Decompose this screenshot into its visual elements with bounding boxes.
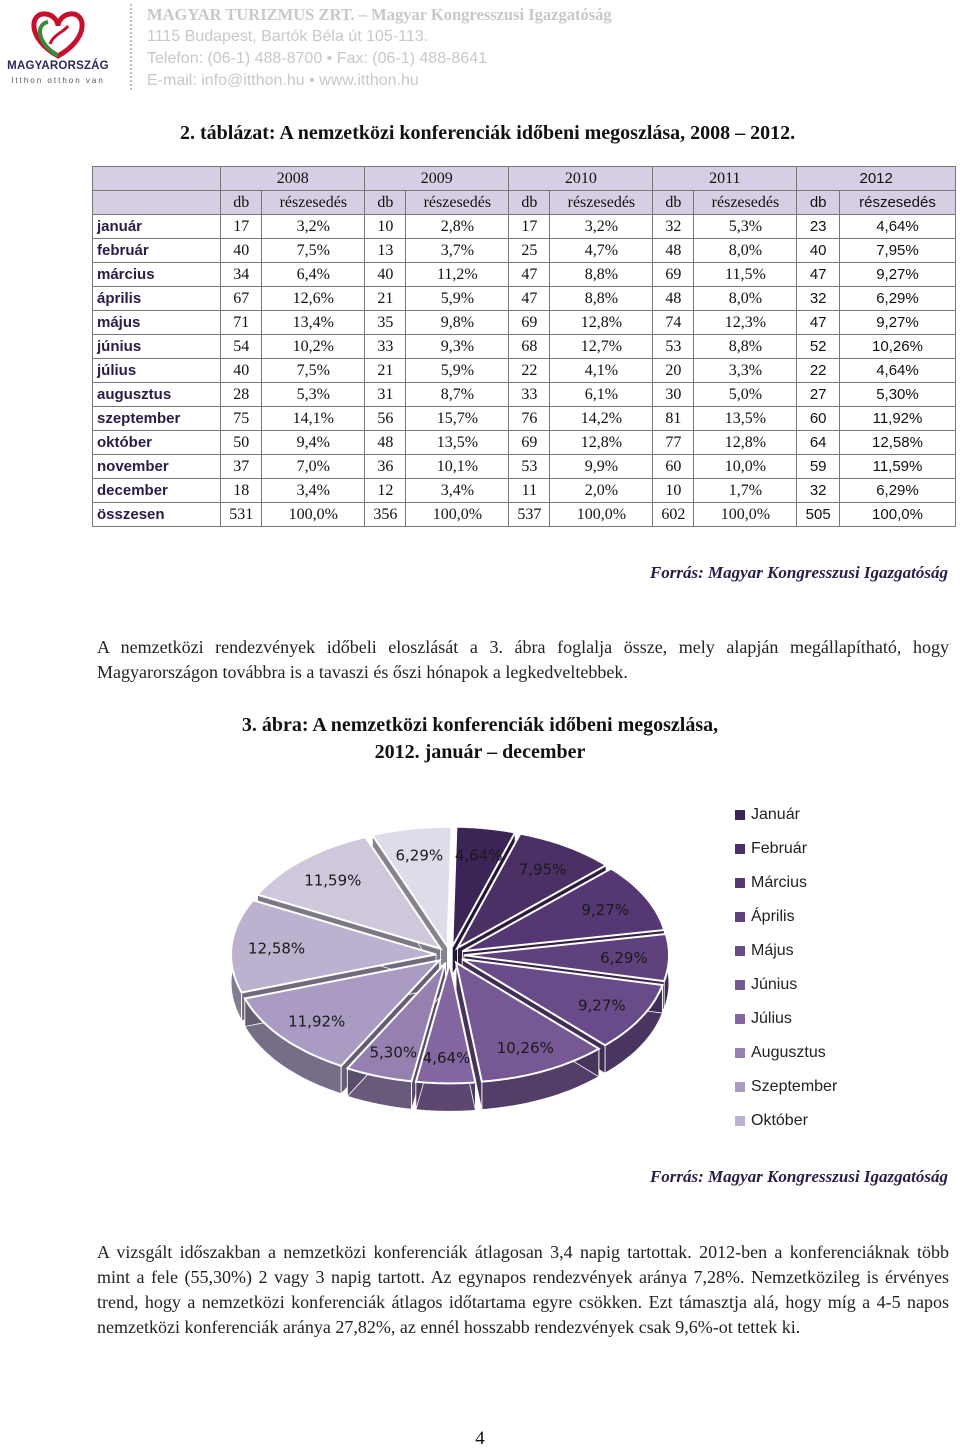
cell-count: 50 — [221, 431, 262, 455]
cell-count: 28 — [221, 383, 262, 407]
col-db: db — [653, 191, 694, 215]
pie-data-label: 12,58% — [247, 939, 306, 958]
cell-share: 10,1% — [406, 455, 509, 479]
cell-share: 10,26% — [839, 335, 955, 359]
cell-count: 69 — [653, 263, 694, 287]
legend-swatch — [735, 980, 745, 990]
cell-share: 100,0% — [550, 503, 653, 527]
legend-swatch — [735, 1082, 745, 1092]
cell-count: 37 — [221, 455, 262, 479]
cell-count: 47 — [797, 263, 840, 287]
pie-data-label: 7,95% — [518, 860, 567, 879]
page-header — [0, 0, 960, 100]
cell-count: 47 — [509, 263, 550, 287]
row-month: október — [93, 431, 221, 455]
cell-share: 4,1% — [550, 359, 653, 383]
header-phone: Telefon: (06-1) 488-8700 • Fax: (06-1) 488-8641 — [147, 50, 488, 67]
cell-share: 7,5% — [262, 359, 365, 383]
col-db: db — [509, 191, 550, 215]
cell-count: 47 — [509, 287, 550, 311]
year-2009: 2009 — [365, 167, 509, 191]
row-month: január — [93, 215, 221, 239]
legend-item — [735, 832, 837, 866]
cell-count: 32 — [797, 287, 840, 311]
legend-item — [735, 934, 837, 968]
cell-share: 9,27% — [839, 311, 955, 335]
col-share: részesedés — [550, 191, 653, 215]
cell-share: 2,0% — [550, 479, 653, 503]
cell-count: 32 — [653, 215, 694, 239]
year-2011: 2011 — [653, 167, 797, 191]
cell-count: 21 — [365, 359, 406, 383]
page-number: 4 — [475, 1428, 485, 1449]
cell-share: 12,3% — [694, 311, 797, 335]
cell-count: 22 — [509, 359, 550, 383]
cell-share: 12,58% — [839, 431, 955, 455]
cell-count: 34 — [221, 263, 262, 287]
legend-swatch — [735, 912, 745, 922]
cell-count: 53 — [509, 455, 550, 479]
row-month: június — [93, 335, 221, 359]
row-month: szeptember — [93, 407, 221, 431]
cell-count: 76 — [509, 407, 550, 431]
legend-item — [735, 866, 837, 900]
cell-count: 64 — [797, 431, 840, 455]
legend-swatch — [735, 810, 745, 820]
cell-share: 11,59% — [839, 455, 955, 479]
cell-count: 33 — [365, 335, 406, 359]
cell-share: 5,3% — [262, 383, 365, 407]
cell-count: 40 — [365, 263, 406, 287]
cell-share: 14,2% — [550, 407, 653, 431]
cell-count: 40 — [797, 239, 840, 263]
row-month: február — [93, 239, 221, 263]
cell-share: 4,7% — [550, 239, 653, 263]
cell-count: 75 — [221, 407, 262, 431]
logo-wordmark: MAGYARORSZÁG — [7, 60, 109, 72]
cell-share: 100,0% — [406, 503, 509, 527]
header-divider — [130, 4, 132, 90]
pie-slice-wall — [416, 1082, 476, 1112]
cell-count: 40 — [221, 239, 262, 263]
cell-share: 7,0% — [262, 455, 365, 479]
col-share: részesedés — [839, 191, 955, 215]
cell-share: 11,5% — [694, 263, 797, 287]
cell-count: 22 — [797, 359, 840, 383]
pie-data-label: 4,64% — [454, 846, 503, 865]
chart-legend — [735, 798, 837, 1138]
row-month: november — [93, 455, 221, 479]
cell-share: 12,7% — [550, 335, 653, 359]
cell-count: 60 — [797, 407, 840, 431]
cell-count: 23 — [797, 215, 840, 239]
cell-count: 18 — [221, 479, 262, 503]
table-corner — [93, 167, 221, 191]
cell-share: 2,8% — [406, 215, 509, 239]
cell-share: 10,2% — [262, 335, 365, 359]
header-contact — [147, 4, 612, 92]
table-row — [93, 311, 956, 335]
header-email: E-mail: info@itthon.hu • www.itthon.hu — [147, 72, 419, 89]
pie-data-label: 9,27% — [581, 900, 630, 919]
cell-count: 40 — [221, 359, 262, 383]
cell-count: 11 — [509, 479, 550, 503]
table-row — [93, 287, 956, 311]
legend-label: Augusztus — [751, 1044, 826, 1061]
cell-count: 47 — [797, 311, 840, 335]
cell-count: 69 — [509, 311, 550, 335]
cell-share: 11,2% — [406, 263, 509, 287]
cell-count: 30 — [653, 383, 694, 407]
legend-label: Október — [751, 1112, 808, 1129]
paragraph-summary: A vizsgált időszakban a nemzetközi konferenciák átlagosan 3,4 napig tartottak. 2012-ben a konferenciáknak több mint a fele (55,30%) 2 vagy 3 napig tartott. Az egynapos rendezvények aránya 7,28%. Nemzetközileg is érvényes trend, hogy a nemzetközi konferenciák átlagos időtartama egyre csökken. Ezt támasztja alá, hogy míg a 4-5 napos nemzetközi konferenciák aránya 27,82%, az ennél hosszabb rendezvények csak 9,6%-ot tettek ki. — [97, 1242, 949, 1337]
cell-share: 6,29% — [839, 287, 955, 311]
cell-count: 21 — [365, 287, 406, 311]
cell-share: 8,7% — [406, 383, 509, 407]
cell-count: 69 — [509, 431, 550, 455]
row-month: december — [93, 479, 221, 503]
row-month: március — [93, 263, 221, 287]
logo-slogan: Itthon otthon van — [11, 76, 105, 85]
header-address: 1115 Budapest, Bartók Béla út 105-113. — [147, 28, 429, 45]
legend-item — [735, 900, 837, 934]
cell-count: 31 — [365, 383, 406, 407]
cell-count: 48 — [653, 239, 694, 263]
legend-label: Július — [751, 1010, 792, 1027]
cell-count: 17 — [221, 215, 262, 239]
cell-share: 7,95% — [839, 239, 955, 263]
cell-count: 356 — [365, 503, 406, 527]
table-row — [93, 215, 956, 239]
legend-label: Május — [751, 942, 794, 959]
cell-share: 15,7% — [406, 407, 509, 431]
pie-data-label: 9,27% — [577, 996, 626, 1015]
legend-swatch — [735, 1014, 745, 1024]
paragraph-intro: A nemzetközi rendezvények időbeli eloszlását a 3. ábra foglalja össze, mely alapján megállapítható, hogy Magyarországon továbbra is a tavaszi és őszi hónapok a legkedveltebbek. — [97, 637, 949, 682]
cell-share: 3,4% — [406, 479, 509, 503]
cell-share: 100,0% — [839, 503, 955, 527]
cell-share: 5,9% — [406, 287, 509, 311]
cell-count: 27 — [797, 383, 840, 407]
cell-share: 6,29% — [839, 479, 955, 503]
legend-label: Szeptember — [751, 1078, 838, 1095]
cell-count: 33 — [509, 383, 550, 407]
year-2008: 2008 — [221, 167, 365, 191]
legend-label: Február — [751, 840, 808, 857]
figure-source: Forrás: Magyar Kongresszusi Igazgatóság — [649, 1167, 948, 1186]
cell-share: 9,4% — [262, 431, 365, 455]
cell-count: 505 — [797, 503, 840, 527]
legend-label: Január — [751, 806, 800, 823]
cell-share: 8,8% — [550, 263, 653, 287]
cell-count: 53 — [653, 335, 694, 359]
cell-share: 3,3% — [694, 359, 797, 383]
cell-count: 17 — [509, 215, 550, 239]
cell-share: 12,8% — [550, 431, 653, 455]
cell-share: 11,92% — [839, 407, 955, 431]
cell-share: 13,4% — [262, 311, 365, 335]
conference-table — [92, 166, 956, 527]
cell-share: 9,8% — [406, 311, 509, 335]
row-month: összesen — [93, 503, 221, 527]
legend-label: Március — [751, 874, 808, 891]
cell-count: 56 — [365, 407, 406, 431]
cell-share: 3,7% — [406, 239, 509, 263]
figure-title-line1: 3. ábra: A nemzetközi konferenciák időbeni megoszlása, — [241, 714, 719, 736]
cell-share: 13,5% — [406, 431, 509, 455]
col-db: db — [797, 191, 840, 215]
cell-share: 10,0% — [694, 455, 797, 479]
pie-data-label: 11,92% — [288, 1012, 346, 1031]
table-row — [93, 479, 956, 503]
cell-count: 13 — [365, 239, 406, 263]
cell-share: 1,7% — [694, 479, 797, 503]
cell-count: 10 — [365, 215, 406, 239]
year-2010: 2010 — [509, 167, 653, 191]
legend-item — [735, 1036, 837, 1070]
cell-share: 7,5% — [262, 239, 365, 263]
col-db: db — [365, 191, 406, 215]
cell-share: 5,3% — [694, 215, 797, 239]
col-share: részesedés — [694, 191, 797, 215]
cell-share: 12,8% — [694, 431, 797, 455]
year-2012: 2012 — [797, 167, 956, 191]
cell-share: 12,8% — [550, 311, 653, 335]
cell-share: 6,1% — [550, 383, 653, 407]
cell-share: 100,0% — [694, 503, 797, 527]
cell-count: 71 — [221, 311, 262, 335]
cell-share: 3,4% — [262, 479, 365, 503]
cell-share: 100,0% — [262, 503, 365, 527]
table-source: Forrás: Magyar Kongresszusi Igazgatóság — [649, 563, 948, 582]
table-row — [93, 359, 956, 383]
cell-count: 25 — [509, 239, 550, 263]
table-row — [93, 431, 956, 455]
cell-count: 32 — [797, 479, 840, 503]
table-row — [93, 335, 956, 359]
legend-label: Június — [751, 976, 798, 993]
cell-count: 10 — [653, 479, 694, 503]
pie-data-label: 5,30% — [369, 1043, 418, 1062]
cell-count: 20 — [653, 359, 694, 383]
legend-swatch — [735, 844, 745, 854]
cell-count: 67 — [221, 287, 262, 311]
cell-count: 74 — [653, 311, 694, 335]
legend-item — [735, 1070, 837, 1104]
pie-data-label: 4,64% — [422, 1049, 471, 1067]
table-corner-sub — [93, 191, 221, 215]
pie-data-label: 6,29% — [600, 949, 648, 968]
cell-count: 52 — [797, 335, 840, 359]
legend-item — [735, 1104, 837, 1138]
cell-count: 537 — [509, 503, 550, 527]
cell-share: 5,9% — [406, 359, 509, 383]
pie-data-label: 11,59% — [304, 871, 362, 890]
row-month: május — [93, 311, 221, 335]
table-subheader-row — [93, 191, 956, 215]
cell-count: 77 — [653, 431, 694, 455]
cell-count: 54 — [221, 335, 262, 359]
cell-count: 81 — [653, 407, 694, 431]
cell-share: 8,8% — [694, 335, 797, 359]
table-title: 2. táblázat: A nemzetközi konferenciák időbeni megoszlása, 2008 – 2012. — [180, 122, 796, 144]
legend-swatch — [735, 878, 745, 888]
cell-count: 12 — [365, 479, 406, 503]
table-row — [93, 263, 956, 287]
cell-count: 531 — [221, 503, 262, 527]
legend-swatch — [735, 1116, 745, 1126]
table-row — [93, 407, 956, 431]
cell-share: 6,4% — [262, 263, 365, 287]
cell-share: 5,0% — [694, 383, 797, 407]
figure-title-line2: 2012. január – december — [374, 741, 586, 763]
cell-count: 68 — [509, 335, 550, 359]
table-row — [93, 455, 956, 479]
cell-count: 35 — [365, 311, 406, 335]
table-row — [93, 503, 956, 527]
col-share: részesedés — [262, 191, 365, 215]
cell-count: 48 — [653, 287, 694, 311]
cell-share: 8,8% — [550, 287, 653, 311]
cell-share: 3,2% — [550, 215, 653, 239]
cell-count: 60 — [653, 455, 694, 479]
col-db: db — [221, 191, 262, 215]
cell-share: 4,64% — [839, 215, 955, 239]
cell-share: 13,5% — [694, 407, 797, 431]
legend-item — [735, 968, 837, 1002]
cell-share: 4,64% — [839, 359, 955, 383]
table-row — [93, 239, 956, 263]
legend-swatch — [735, 946, 745, 956]
legend-swatch — [735, 1048, 745, 1058]
cell-share: 8,0% — [694, 239, 797, 263]
legend-item — [735, 1002, 837, 1036]
cell-share: 8,0% — [694, 287, 797, 311]
cell-count: 59 — [797, 455, 840, 479]
row-month: április — [93, 287, 221, 311]
table-row — [93, 383, 956, 407]
row-month: augusztus — [93, 383, 221, 407]
cell-count: 602 — [653, 503, 694, 527]
cell-share: 9,9% — [550, 455, 653, 479]
legend-label: Április — [751, 908, 795, 925]
pie-data-label: 10,26% — [496, 1038, 554, 1057]
cell-share: 12,6% — [262, 287, 365, 311]
col-share: részesedés — [406, 191, 509, 215]
legend-item — [735, 798, 837, 832]
row-month: július — [93, 359, 221, 383]
cell-count: 48 — [365, 431, 406, 455]
cell-count: 36 — [365, 455, 406, 479]
cell-share: 3,2% — [262, 215, 365, 239]
cell-share: 14,1% — [262, 407, 365, 431]
figure-title — [120, 712, 840, 766]
table-year-row — [93, 167, 956, 191]
cell-share: 9,27% — [839, 263, 955, 287]
pie-data-label: 6,29% — [395, 846, 444, 865]
cell-share: 9,3% — [406, 335, 509, 359]
cell-share: 5,30% — [839, 383, 955, 407]
header-org: MAGYAR TURIZMUS ZRT. – Magyar Kongresszusi Igazgatóság — [147, 5, 612, 24]
